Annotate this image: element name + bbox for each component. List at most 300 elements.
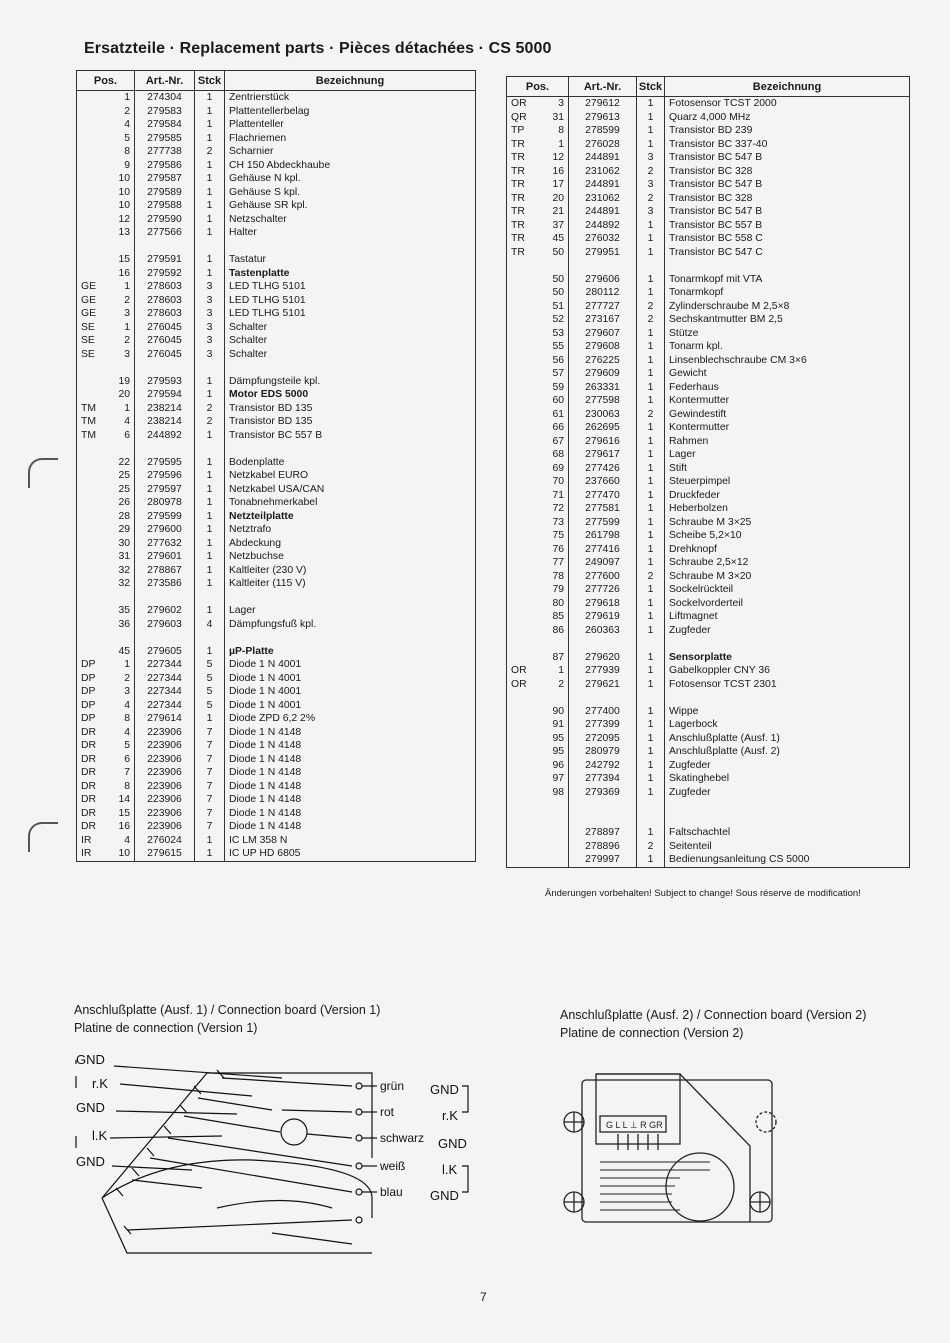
cell-desc <box>665 556 910 570</box>
cell-desc <box>225 712 476 726</box>
cell-pos-prefix: DP <box>81 659 96 670</box>
cell-art: 227344 <box>135 699 195 713</box>
cell-pos-number: 50 <box>552 246 564 258</box>
cell-art: 279595 <box>135 456 195 470</box>
cell-desc <box>665 610 910 624</box>
table-row <box>77 159 476 173</box>
cell-pos <box>507 246 569 260</box>
cell-pos-number: 2 <box>124 335 130 346</box>
cell-pos-prefix: DP <box>81 686 96 697</box>
cell-desc-text: Transistor BC 337-40 <box>669 138 768 150</box>
cell-art: 223906 <box>135 753 195 767</box>
cell-desc-text: Sechskantmutter BM 2,5 <box>669 314 783 325</box>
diagram-left-label: GND <box>76 1154 105 1169</box>
cell-pos <box>77 537 135 551</box>
cell-pos-prefix: TR <box>511 206 525 217</box>
cell-qty: 1 <box>637 340 665 354</box>
cell-art: 280978 <box>135 496 195 510</box>
cell-art: 274304 <box>135 91 195 105</box>
cell-qty: 1 <box>195 456 225 470</box>
diagram-right-label: GND <box>438 1136 467 1151</box>
cell-desc-text: Transistor BC 547 B <box>669 152 763 163</box>
table-row <box>77 483 476 497</box>
cell-pos-prefix: DR <box>81 821 97 832</box>
cell-art: 276028 <box>569 138 637 152</box>
cell-art: 279606 <box>569 273 637 287</box>
cell-pos <box>507 705 569 719</box>
cell-desc-text: Schalter <box>229 321 268 333</box>
cell-pos-prefix: DP <box>81 672 96 684</box>
cell-desc-text: Anschlußplatte (Ausf. 1) <box>669 732 780 744</box>
cell-art: 279588 <box>135 199 195 213</box>
table-row-spacer <box>507 259 910 273</box>
cell-qty: 1 <box>637 502 665 516</box>
cell-art: 279602 <box>135 604 195 618</box>
cell-pos-number: 77 <box>552 557 564 568</box>
table-row <box>507 624 910 638</box>
cell-art: 279587 <box>135 172 195 186</box>
table-row <box>507 678 910 692</box>
table-row-spacer <box>77 631 476 645</box>
cell-pos-number: 57 <box>552 368 564 379</box>
cell-desc <box>665 286 910 300</box>
cell-art: 231062 <box>569 165 637 179</box>
cell-art: 280979 <box>569 745 637 759</box>
cell-qty: 1 <box>195 564 225 578</box>
cell-pos <box>77 213 135 227</box>
cell-qty: 1 <box>637 138 665 152</box>
cell-desc <box>665 732 910 746</box>
cell-pos-number: 4 <box>124 726 130 738</box>
cell-pos-number: 14 <box>118 794 130 805</box>
table-row <box>77 456 476 470</box>
cell-pos <box>507 273 569 287</box>
cell-pos <box>507 718 569 732</box>
cell-pos-number: 68 <box>552 449 564 460</box>
cell-pos-number: 16 <box>552 165 564 177</box>
cell-pos <box>507 367 569 381</box>
cell-desc <box>665 786 910 800</box>
diagram-left-label: l.K <box>92 1128 108 1143</box>
cell-desc-text: Kontermutter <box>669 395 730 406</box>
cell-qty: 1 <box>637 543 665 557</box>
diagram-left-label: GND <box>76 1052 105 1067</box>
cell-pos <box>507 826 569 840</box>
cell-qty: 1 <box>637 651 665 665</box>
cell-pos <box>507 610 569 624</box>
cell-pos-prefix: DR <box>81 767 97 778</box>
cell-pos <box>507 138 569 152</box>
cell-pos <box>77 672 135 686</box>
cell-desc <box>665 624 910 638</box>
cell-desc-text: Abdeckung <box>229 537 281 549</box>
cell-qty: 1 <box>637 516 665 530</box>
col-desc: Bezeichnung <box>225 71 476 91</box>
cell-art: 238214 <box>135 415 195 429</box>
cell-pos-number: 37 <box>552 219 564 231</box>
cell-art: 276225 <box>569 354 637 368</box>
cell-desc-text: Netzkabel USA/CAN <box>229 483 325 495</box>
cell-pos-number: 85 <box>552 611 564 622</box>
table-row <box>507 462 910 476</box>
table-row <box>77 375 476 389</box>
cell-pos-number: 1 <box>124 659 130 670</box>
cell-desc-text: Gehäuse S kpl. <box>229 186 301 198</box>
cell-pos-number: 12 <box>118 213 130 225</box>
cell-desc <box>225 766 476 780</box>
table-row <box>507 772 910 786</box>
cell-desc-text: LED TLHG 5101 <box>229 281 306 292</box>
table-row <box>77 847 476 861</box>
diagram-wire-label: grün <box>380 1079 405 1093</box>
cell-qty: 2 <box>637 313 665 327</box>
cell-desc <box>665 435 910 449</box>
cell-pos <box>507 300 569 314</box>
cell-pos-number: 1 <box>124 402 130 414</box>
cell-art: 279619 <box>569 610 637 624</box>
caption-left <box>74 1001 380 1037</box>
cell-art: 272095 <box>569 732 637 746</box>
caption-left-line2: Platine de connection (Version 1) <box>74 1021 258 1035</box>
cell-art: 231062 <box>569 192 637 206</box>
cell-pos-prefix: TM <box>81 429 97 441</box>
cell-art: 279589 <box>135 186 195 200</box>
cell-desc-text: Skatinghebel <box>669 773 730 784</box>
cell-pos-prefix: TP <box>511 125 525 136</box>
table-row <box>507 151 910 165</box>
cell-pos <box>507 745 569 759</box>
cell-art: 223906 <box>135 726 195 740</box>
cell-desc-text: Transistor BD 239 <box>669 125 753 136</box>
cell-pos <box>507 97 569 111</box>
cell-desc <box>225 375 476 389</box>
cell-art: 277394 <box>569 772 637 786</box>
cell-pos-number: 3 <box>124 348 130 360</box>
table-row <box>507 205 910 219</box>
cell-art: 277738 <box>135 145 195 159</box>
cell-pos <box>77 280 135 294</box>
caption-right-line1: Anschlußplatte (Ausf. 2) / Connection board (Version 2) <box>560 1008 867 1022</box>
table-row <box>507 718 910 732</box>
cell-desc <box>665 232 910 246</box>
cell-desc <box>665 705 910 719</box>
cell-pos <box>77 267 135 281</box>
cell-desc-text: Kaltleiter (230 V) <box>229 564 307 576</box>
table-row <box>507 394 910 408</box>
cell-desc <box>225 429 476 443</box>
cell-pos <box>507 556 569 570</box>
cell-qty: 1 <box>195 253 225 267</box>
cell-qty: 1 <box>195 172 225 186</box>
cell-qty: 3 <box>195 280 225 294</box>
cell-desc-text: Transistor BC 328 <box>669 165 753 177</box>
cell-qty: 7 <box>195 793 225 807</box>
cell-desc-text: Halter <box>229 227 257 238</box>
cell-art: 279951 <box>569 246 637 260</box>
cell-pos-number: 32 <box>118 564 130 576</box>
table-row <box>77 132 476 146</box>
cell-desc <box>225 172 476 186</box>
cell-pos <box>77 456 135 470</box>
cell-pos <box>77 712 135 726</box>
cell-pos-number: 80 <box>552 597 564 609</box>
cell-desc-text: Sockelvorderteil <box>669 597 743 609</box>
cell-qty: 1 <box>195 604 225 618</box>
table-row <box>507 556 910 570</box>
cell-qty: 1 <box>637 556 665 570</box>
cell-pos-prefix: GE <box>81 294 97 306</box>
cell-pos <box>507 421 569 435</box>
cell-qty: 3 <box>195 321 225 335</box>
table-row <box>507 192 910 206</box>
cell-pos-number: 3 <box>124 686 130 697</box>
cell-pos <box>77 388 135 402</box>
cell-pos-number: 28 <box>118 510 130 522</box>
cell-desc <box>225 91 476 105</box>
cell-pos <box>507 354 569 368</box>
cell-pos <box>77 253 135 267</box>
cell-qty: 1 <box>637 664 665 678</box>
cell-pos-number: 4 <box>124 699 130 711</box>
cell-art: 279614 <box>135 712 195 726</box>
punch-hole-mark <box>28 458 58 488</box>
cell-qty: 1 <box>195 213 225 227</box>
cell-qty: 7 <box>195 753 225 767</box>
cell-qty: 1 <box>195 91 225 105</box>
cell-pos <box>77 766 135 780</box>
cell-pos <box>507 475 569 489</box>
parts-table-left <box>76 70 476 862</box>
cell-art: 242792 <box>569 759 637 773</box>
table-row-spacer <box>507 637 910 651</box>
cell-pos <box>507 853 569 867</box>
cell-pos-prefix: TM <box>81 416 97 427</box>
cell-pos <box>77 483 135 497</box>
cell-art: 273167 <box>569 313 637 327</box>
table-row <box>77 672 476 686</box>
cell-desc <box>225 388 476 402</box>
cell-desc <box>665 381 910 395</box>
table-row <box>507 165 910 179</box>
cell-desc-text: Flachriemen <box>229 132 287 144</box>
col-desc: Bezeichnung <box>665 77 910 97</box>
table-row <box>507 516 910 530</box>
cell-desc-text: Linsenblechschraube CM 3×6 <box>669 354 807 366</box>
cell-desc <box>665 421 910 435</box>
cell-pos <box>507 678 569 692</box>
table-row-spacer <box>77 442 476 456</box>
cell-desc <box>225 415 476 429</box>
cell-art: 279997 <box>569 853 637 867</box>
cell-pos <box>507 327 569 341</box>
cell-desc <box>665 570 910 584</box>
cell-desc-text: LED TLHG 5101 <box>229 294 306 306</box>
cell-desc-text: Diode 1 N 4148 <box>229 807 302 819</box>
cell-desc-text: Fotosensor TCST 2301 <box>669 678 777 690</box>
cell-pos <box>77 132 135 146</box>
cell-art: 279584 <box>135 118 195 132</box>
table-row <box>507 489 910 503</box>
cell-qty: 1 <box>637 246 665 260</box>
cell-art: 223906 <box>135 820 195 834</box>
cell-pos-number: 8 <box>558 125 564 136</box>
cell-qty: 1 <box>637 97 665 111</box>
cell-qty: 3 <box>195 334 225 348</box>
cell-pos-prefix: TR <box>511 246 525 258</box>
cell-desc-text: Tonarmkopf <box>669 287 724 298</box>
cell-qty: 1 <box>195 375 225 389</box>
table-row <box>77 807 476 821</box>
cell-pos <box>507 840 569 854</box>
cell-pos <box>77 739 135 753</box>
cell-desc-text: Tonarmkopf mit VTA <box>669 273 763 285</box>
cell-qty: 1 <box>637 219 665 233</box>
cell-qty: 1 <box>637 772 665 786</box>
cell-pos-number: 10 <box>118 200 130 211</box>
cell-pos-number: 10 <box>118 186 130 198</box>
cell-qty: 1 <box>637 745 665 759</box>
cell-qty: 1 <box>637 705 665 719</box>
cell-art: 244891 <box>569 205 637 219</box>
table-row <box>77 186 476 200</box>
cell-pos <box>77 91 135 105</box>
punch-hole-mark <box>28 822 58 852</box>
cell-pos-number: 20 <box>118 389 130 400</box>
cell-desc <box>225 564 476 578</box>
cell-qty: 1 <box>637 448 665 462</box>
table-row-spacer <box>507 799 910 813</box>
cell-desc <box>665 529 910 543</box>
cell-desc <box>225 537 476 551</box>
cell-desc <box>665 475 910 489</box>
cell-qty: 5 <box>195 685 225 699</box>
cell-pos <box>77 564 135 578</box>
cell-pos <box>507 624 569 638</box>
cell-pos-number: 29 <box>118 524 130 535</box>
cell-qty: 1 <box>637 124 665 138</box>
cell-desc-text: Plattentellerbelag <box>229 105 310 117</box>
table-row <box>77 469 476 483</box>
cell-desc <box>665 313 910 327</box>
cell-pos-prefix: TR <box>511 233 525 244</box>
cell-desc <box>665 664 910 678</box>
cell-art: 277399 <box>569 718 637 732</box>
cell-pos-number: 19 <box>118 375 130 387</box>
cell-art: 279369 <box>569 786 637 800</box>
cell-qty: 3 <box>637 151 665 165</box>
cell-art: 279608 <box>569 340 637 354</box>
cell-pos <box>77 685 135 699</box>
cell-qty: 3 <box>195 294 225 308</box>
cell-pos-number: 8 <box>124 780 130 792</box>
cell-pos-number: 7 <box>124 767 130 778</box>
cell-desc <box>665 826 910 840</box>
cell-desc-text: Scheibe 5,2×10 <box>669 530 742 541</box>
cell-pos <box>77 199 135 213</box>
cell-desc <box>665 124 910 138</box>
table-row <box>77 604 476 618</box>
cell-desc-text: Sensorplatte <box>669 651 732 663</box>
table-row <box>507 232 910 246</box>
cell-desc-text: Dämpfungsfuß kpl. <box>229 618 317 630</box>
cell-desc <box>225 726 476 740</box>
cell-pos-number: 26 <box>118 497 130 508</box>
cell-desc-text: Stütze <box>669 327 699 339</box>
cell-desc-text: Lagerbock <box>669 719 718 730</box>
cell-desc <box>665 597 910 611</box>
cell-desc <box>225 213 476 227</box>
cell-qty: 1 <box>637 232 665 246</box>
cell-desc <box>225 253 476 267</box>
table-row <box>77 577 476 591</box>
cell-desc <box>665 273 910 287</box>
cell-desc <box>225 402 476 416</box>
cell-qty: 1 <box>195 199 225 213</box>
cell-pos-number: 20 <box>552 192 564 204</box>
cell-qty: 1 <box>637 597 665 611</box>
table-row <box>77 199 476 213</box>
cell-pos-number: 25 <box>118 483 130 495</box>
table-row <box>507 421 910 435</box>
cell-qty: 1 <box>195 483 225 497</box>
cell-qty: 1 <box>637 286 665 300</box>
cell-pos-number: 52 <box>552 314 564 325</box>
cell-pos-prefix: TR <box>511 192 525 204</box>
table-row <box>507 529 910 543</box>
cell-desc <box>225 267 476 281</box>
cell-pos-number: 75 <box>552 530 564 541</box>
table-row <box>507 853 910 867</box>
table-row <box>507 840 910 854</box>
cell-art: 223906 <box>135 807 195 821</box>
cell-art: 279599 <box>135 510 195 524</box>
cell-pos-number: 31 <box>552 111 564 123</box>
cell-pos <box>507 381 569 395</box>
table-row <box>77 429 476 443</box>
cell-pos-number: 78 <box>552 570 564 582</box>
cell-desc-text: Lager <box>669 449 696 460</box>
cell-desc-text: Bodenplatte <box>229 456 285 468</box>
cell-pos-number: 17 <box>552 179 564 190</box>
cell-art: 278897 <box>569 826 637 840</box>
cell-art: 280112 <box>569 286 637 300</box>
cell-desc-text: Zugfeder <box>669 624 711 636</box>
cell-desc-text: Schraube M 3×25 <box>669 516 752 528</box>
cell-pos-number: 8 <box>124 713 130 724</box>
cell-pos <box>77 159 135 173</box>
table-row <box>507 448 910 462</box>
cell-qty: 1 <box>637 759 665 773</box>
cell-qty: 3 <box>195 348 225 362</box>
cell-art: 277726 <box>569 583 637 597</box>
cell-pos-number: 1 <box>558 665 564 676</box>
cell-pos <box>77 402 135 416</box>
cell-pos <box>77 186 135 200</box>
table-row <box>77 766 476 780</box>
cell-qty: 2 <box>637 570 665 584</box>
cell-pos <box>77 334 135 348</box>
cell-desc-text: Gewicht <box>669 368 707 379</box>
cell-qty: 1 <box>195 577 225 591</box>
cell-desc <box>225 550 476 564</box>
cell-desc-text: Zugfeder <box>669 759 711 771</box>
cell-art: 277426 <box>569 462 637 476</box>
cell-art: 244891 <box>569 151 637 165</box>
cell-desc-text: Diode 1 N 4148 <box>229 753 302 765</box>
cell-desc-text: Schalter <box>229 348 268 360</box>
cell-desc <box>225 685 476 699</box>
cell-qty: 1 <box>195 550 225 564</box>
